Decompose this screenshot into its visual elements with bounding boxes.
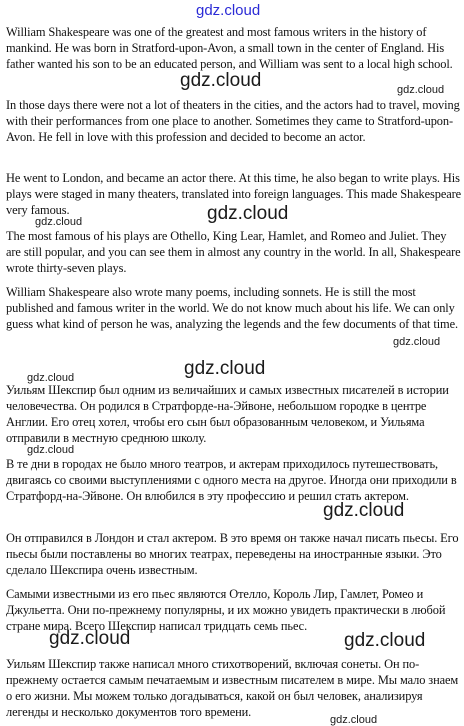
english-paragraph-5: William Shakespeare also wrote many poems, including sonnets. He is still the most published and famous writer in the world. We do not know much about his life. We can only guess what kind of person he was, analyzing the legends and the few documents of that time.	[6, 285, 458, 331]
russian-paragraph-2: В те дни в городах не было много театров, и актерам приходилось путешествовать, двигаясь со своими выступлениями с одного места на другое. Иногда они приходили в Стратфорд-на-Эйвоне. Он влюбился в эту профессию и решил стать актером.	[6, 457, 457, 503]
watermark: gdz.cloud	[397, 84, 445, 96]
watermark: gdz.cloud	[393, 336, 441, 348]
watermark: gdz.cloud	[180, 70, 262, 91]
watermark: gdz.cloud	[330, 714, 378, 726]
watermark: gdz.cloud	[323, 500, 405, 521]
watermark: gdz.cloud	[207, 203, 289, 224]
watermark: gdz.cloud	[184, 358, 266, 379]
watermark: gdz.cloud	[49, 628, 131, 649]
english-paragraph-4: The most famous of his plays are Othello, King Lear, Hamlet, and Romeo and Juliet. They are still popular, and you can see them in almost any country in the world. In all, Shakespeare wrote thirty-seven plays.	[6, 229, 461, 275]
english-paragraph-2: In those days there were not a lot of theaters in the cities, and the actors had to travel, moving with their performances from one place to another. Sometimes they came to Stratford-upon-Avon. He fell in love with this profession and decided to become an actor.	[6, 98, 460, 144]
russian-paragraph-1: Уильям Шекспир был одним из величайших и самых известных писателей в истории человечества. Он родился в Стратфорде-на-Эйвоне, небольшом городке в центре Англии. Его отец хотел, чтобы его сын был образованным человеком, и Уильяма отправили в местную среднюю школу.	[6, 383, 449, 445]
watermark: gdz.cloud	[344, 630, 426, 651]
watermark-top: gdz.cloud	[196, 2, 261, 19]
watermark: gdz.cloud	[27, 372, 75, 384]
russian-paragraph-3: Он отправился в Лондон и стал актером. В это время он также начал писать пьесы. Его пьесы были поставлены во многих театрах, переведены на иностранные языки. Это сделало Шекспира очень известным.	[6, 531, 459, 577]
russian-paragraph-4: Самыми известными из его пьес являются Отелло, Король Лир, Гамлет, Ромео и Джульетта. Они по-прежнему популярны, и их можно увидеть практически в любой стране мира. Всего Шекспир написал тридцать семь пьес.	[6, 587, 446, 633]
english-paragraph-1: William Shakespeare was one of the greatest and most famous writers in the history of mankind. He was born in Stratford-upon-Avon, a small town in the center of England. His father wanted his son to be an educated person, and William was sent to a local high school.	[6, 25, 453, 71]
english-paragraph-3: He went to London, and became an actor there. At this time, he also began to write plays. His plays were staged in many theaters, translated into foreign languages. This made Shakespeare very famous.	[6, 171, 462, 217]
russian-paragraph-5: Уильям Шекспир также написал много стихотворений, включая сонеты. Он по-прежнему остается самым печатаемым и известным писателем в мире. Мы мало знаем о его жизни. Мы можем только догадываться, какой он был человек, анализируя легенды и несколько документов того времени.	[6, 657, 459, 719]
watermark: gdz.cloud	[27, 444, 75, 456]
watermark: gdz.cloud	[35, 216, 83, 228]
